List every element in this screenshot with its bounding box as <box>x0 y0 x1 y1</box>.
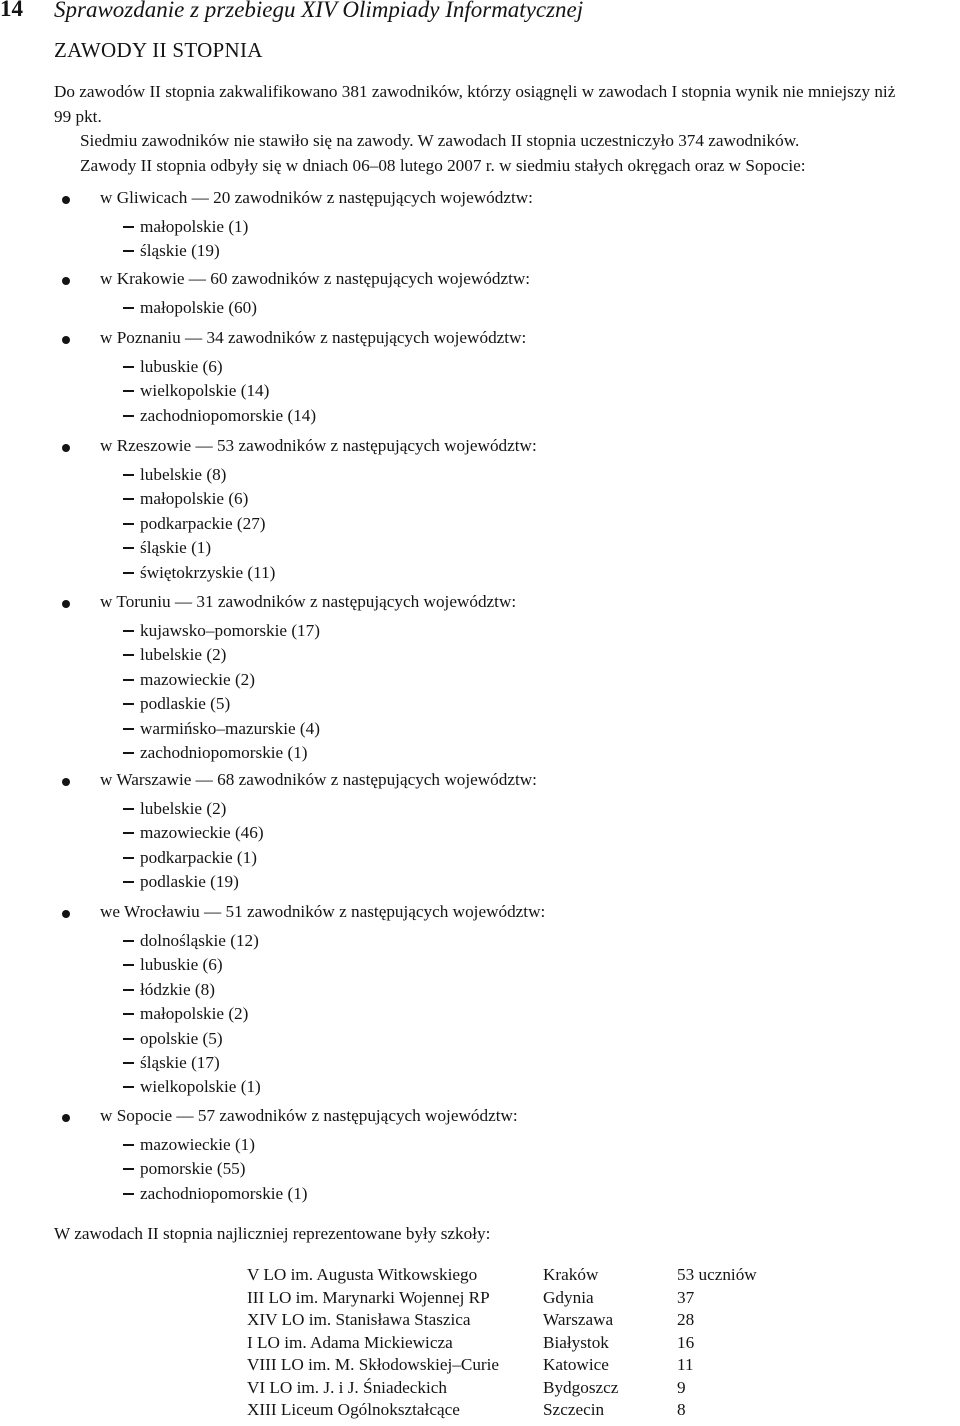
school-name: VIII LO im. M. Skłodowskiej–Curie <box>247 1355 500 1374</box>
region-suffix: zawodników z następujących województw: <box>238 436 537 455</box>
voivodeship-label: podkarpackie (1) <box>140 847 257 867</box>
voivodeship-item <box>123 823 264 843</box>
dash-icon <box>123 1062 134 1064</box>
school-count: 37 <box>677 1287 695 1307</box>
voivodeship-label: zachodniopomorskie (14) <box>140 405 317 425</box>
voivodeship-label: małopolskie (6) <box>140 489 249 509</box>
voivodeship-label: małopolskie (1) <box>140 217 249 236</box>
em-dash-icon: — <box>191 770 218 789</box>
bullet-dot-icon <box>62 778 70 786</box>
region-count: 34 <box>206 328 224 347</box>
section-title: ZAWODY II STOPNIA <box>54 38 263 62</box>
school-city: Szczecin <box>543 1400 605 1419</box>
region-city: w Toruniu <box>100 592 171 611</box>
school-row <box>247 1355 757 1378</box>
voivodeship-label: łódzkie (8) <box>140 979 215 999</box>
intro-line: Do zawodów II stopnia zakwalifikowano 381 zawodników, którzy osiągnęli w zawodach I stopnia wynik nie mniejszy niż <box>54 82 896 101</box>
voivodeship-item <box>123 357 223 377</box>
voivodeship-item <box>123 538 211 558</box>
voivodeship-item <box>123 1184 308 1204</box>
dash-icon <box>123 523 134 525</box>
bullet-dot-icon <box>62 444 70 452</box>
voivodeship-item <box>123 406 316 426</box>
dash-icon <box>123 547 134 549</box>
voivodeship-label: lubuskie (6) <box>140 955 223 975</box>
voivodeship-label: zachodniopomorskie (1) <box>140 743 308 762</box>
dash-icon <box>123 250 134 252</box>
school-city: Białystok <box>543 1332 609 1352</box>
voivodeship-label: podlaskie (5) <box>140 694 231 714</box>
school-city: Warszawa <box>543 1310 614 1329</box>
dash-icon <box>123 415 134 417</box>
dash-icon <box>123 654 134 656</box>
school-row <box>247 1333 757 1356</box>
region-count: 60 <box>210 269 228 288</box>
dash-icon <box>123 964 134 966</box>
em-dash-icon: — <box>184 269 211 288</box>
region-heading <box>100 902 545 922</box>
voivodeship-item <box>123 489 248 509</box>
voivodeship-label: warmińsko–mazurskie (4) <box>140 718 320 738</box>
school-count: 9 <box>677 1377 686 1397</box>
voivodeship-label: świętokrzyskie (11) <box>140 562 276 582</box>
closing-sentence: W zawodach II stopnia najliczniej reprezentowane były szkoły: <box>54 1224 491 1243</box>
dash-icon <box>123 1168 134 1170</box>
school-name: I LO im. Adama Mickiewicza <box>247 1332 453 1352</box>
region-city: w Sopocie <box>100 1106 173 1125</box>
region-count: 68 <box>217 770 235 789</box>
intro-line: 99 pkt. <box>54 106 102 126</box>
voivodeship-item <box>123 694 230 714</box>
voivodeship-item <box>123 1029 223 1049</box>
voivodeship-label: wielkopolskie (14) <box>140 381 270 401</box>
voivodeship-item <box>123 980 215 1000</box>
voivodeship-item <box>123 514 266 534</box>
em-dash-icon: — <box>180 328 207 347</box>
voivodeship-label: mazowieckie (2) <box>140 669 256 689</box>
dash-icon <box>123 226 134 228</box>
dash-icon <box>123 474 134 476</box>
em-dash-icon: — <box>172 1106 198 1125</box>
em-dash-icon: — <box>199 902 226 921</box>
region-city: w Warszawie <box>100 770 192 789</box>
school-count: 28 <box>677 1310 695 1329</box>
voivodeship-item <box>123 1159 246 1179</box>
voivodeship-item <box>123 217 248 237</box>
region-suffix: zawodników z następujących województw: <box>217 592 517 611</box>
region-suffix: zawodników z następujących województw: <box>238 770 537 789</box>
voivodeship-label: lubelskie (2) <box>140 799 227 818</box>
voivodeship-item <box>123 465 226 485</box>
region-city: we Wrocławiu <box>100 902 200 921</box>
school-city: Gdynia <box>543 1287 594 1307</box>
region-suffix: zawodników z następujących województw: <box>227 328 527 347</box>
dash-icon <box>123 857 134 859</box>
voivodeship-label: mazowieckie (46) <box>140 823 264 843</box>
dash-icon <box>123 572 134 574</box>
dash-icon <box>123 989 134 991</box>
bullet-dot-icon <box>62 336 70 344</box>
em-dash-icon: — <box>191 436 217 455</box>
voivodeship-item <box>123 670 255 690</box>
voivodeship-item <box>123 621 320 641</box>
region-city: w Krakowie <box>100 269 185 288</box>
dash-icon <box>123 1086 134 1088</box>
voivodeship-item <box>123 743 308 763</box>
voivodeship-label: kujawsko–pomorskie (17) <box>140 621 320 640</box>
region-suffix: zawodników z następujących województw: <box>246 902 546 921</box>
voivodeship-item <box>123 719 320 739</box>
voivodeship-label: lubuskie (6) <box>140 357 223 376</box>
schools-table <box>247 1265 757 1423</box>
region-city: w Poznaniu <box>100 328 181 347</box>
voivodeship-item <box>123 848 257 868</box>
voivodeship-item <box>123 645 226 665</box>
region-suffix: zawodników z następujących województw: <box>231 269 531 288</box>
voivodeship-label: pomorskie (55) <box>140 1159 246 1179</box>
dash-icon <box>123 1144 134 1146</box>
voivodeship-item <box>123 872 239 892</box>
voivodeship-item <box>123 563 275 583</box>
school-row <box>247 1378 757 1401</box>
dash-icon <box>123 728 134 730</box>
dash-icon <box>123 630 134 632</box>
region-count: 57 <box>197 1106 216 1125</box>
voivodeship-label: mazowieckie (1) <box>140 1135 256 1154</box>
dash-icon <box>123 1013 134 1015</box>
region-heading <box>100 770 537 790</box>
school-row <box>247 1310 757 1333</box>
region-city: w Rzeszowie <box>100 436 192 455</box>
school-count: 53 uczniów <box>677 1265 757 1284</box>
voivodeship-label: lubelskie (2) <box>140 645 227 665</box>
school-name: VI LO im. J. i J. Śniadeckich <box>247 1377 448 1397</box>
dash-icon <box>123 679 134 681</box>
region-suffix: zawodników z następujących województw: <box>219 1106 518 1125</box>
voivodeship-label: śląskie (1) <box>140 538 212 558</box>
dash-icon <box>123 366 134 368</box>
school-count: 16 <box>677 1332 695 1352</box>
voivodeship-label: opolskie (5) <box>140 1028 223 1048</box>
bullet-dot-icon <box>62 910 70 918</box>
intro-line: Zawody II stopnia odbyły się w dniach 06–08 lutego 2007 r. w siedmiu stałych okręgach oraz w Sopocie: <box>80 155 806 175</box>
dash-icon <box>123 940 134 942</box>
dash-icon <box>123 832 134 834</box>
school-row <box>247 1400 757 1423</box>
voivodeship-label: lubelskie (8) <box>140 465 227 484</box>
region-count: 20 <box>213 188 231 207</box>
school-city: Kraków <box>543 1265 599 1284</box>
dash-icon <box>123 752 134 754</box>
dash-icon <box>123 390 134 392</box>
region-suffix: zawodników z następujących województw: <box>234 188 533 207</box>
bullet-dot-icon <box>62 600 70 608</box>
school-name: XIV LO im. Stanisława Staszica <box>247 1310 471 1329</box>
voivodeship-label: podkarpackie (27) <box>140 513 266 533</box>
dash-icon <box>123 498 134 500</box>
dash-icon <box>123 808 134 810</box>
voivodeship-label: małopolskie (2) <box>140 1004 249 1024</box>
dash-icon <box>123 1193 134 1195</box>
em-dash-icon: — <box>170 592 197 611</box>
voivodeship-item <box>123 931 259 951</box>
school-city: Bydgoszcz <box>543 1377 619 1397</box>
dash-icon <box>123 307 134 309</box>
bullet-dot-icon <box>62 196 70 204</box>
school-row <box>247 1288 757 1311</box>
voivodeship-item <box>123 1053 220 1073</box>
region-count: 31 <box>196 592 214 611</box>
region-heading <box>100 592 516 612</box>
voivodeship-label: zachodniopomorskie (1) <box>140 1183 308 1203</box>
bullet-dot-icon <box>62 277 70 285</box>
bullet-dot-icon <box>62 1114 70 1122</box>
school-count: 11 <box>677 1355 694 1374</box>
school-name: XIII Liceum Ogólnokształcące <box>247 1400 460 1419</box>
em-dash-icon: — <box>187 188 214 207</box>
voivodeship-label: śląskie (19) <box>140 241 220 261</box>
region-heading <box>100 269 530 289</box>
region-count: 51 <box>225 902 243 921</box>
voivodeship-item <box>123 1135 255 1155</box>
region-heading <box>100 188 533 208</box>
voivodeship-item <box>123 298 257 318</box>
region-count: 53 <box>216 436 235 455</box>
school-row <box>247 1265 757 1288</box>
running-title: Sprawozdanie z przebiegu XIV Olimpiady Informatycznej <box>54 0 584 22</box>
region-heading <box>100 436 537 456</box>
dash-icon <box>123 881 134 883</box>
voivodeship-item <box>123 1077 261 1097</box>
region-city: w Gliwicach <box>100 188 188 207</box>
voivodeship-label: małopolskie (60) <box>140 298 257 317</box>
region-heading <box>100 1106 518 1126</box>
school-name: V LO im. Augusta Witkowskiego <box>247 1265 478 1284</box>
voivodeship-label: dolnośląskie (12) <box>140 931 259 950</box>
voivodeship-label: śląskie (17) <box>140 1053 220 1072</box>
dash-icon <box>123 1038 134 1040</box>
voivodeship-item <box>123 955 223 975</box>
school-name: III LO im. Marynarki Wojennej RP <box>247 1287 490 1307</box>
dash-icon <box>123 703 134 705</box>
voivodeship-item <box>123 241 220 261</box>
region-heading <box>100 328 526 348</box>
intro-paragraph <box>54 80 960 178</box>
voivodeship-item <box>123 381 269 401</box>
voivodeship-label: wielkopolskie (1) <box>140 1077 261 1097</box>
voivodeship-label: podlaskie (19) <box>140 872 239 892</box>
voivodeship-item <box>123 799 226 819</box>
school-city: Katowice <box>543 1355 609 1374</box>
page-number: 14 <box>0 0 23 21</box>
voivodeship-item <box>123 1004 248 1024</box>
school-count: 8 <box>677 1400 686 1419</box>
intro-line: Siedmiu zawodników nie stawiło się na zawody. W zawodach II stopnia uczestniczyło 374 zawodników. <box>80 131 800 150</box>
